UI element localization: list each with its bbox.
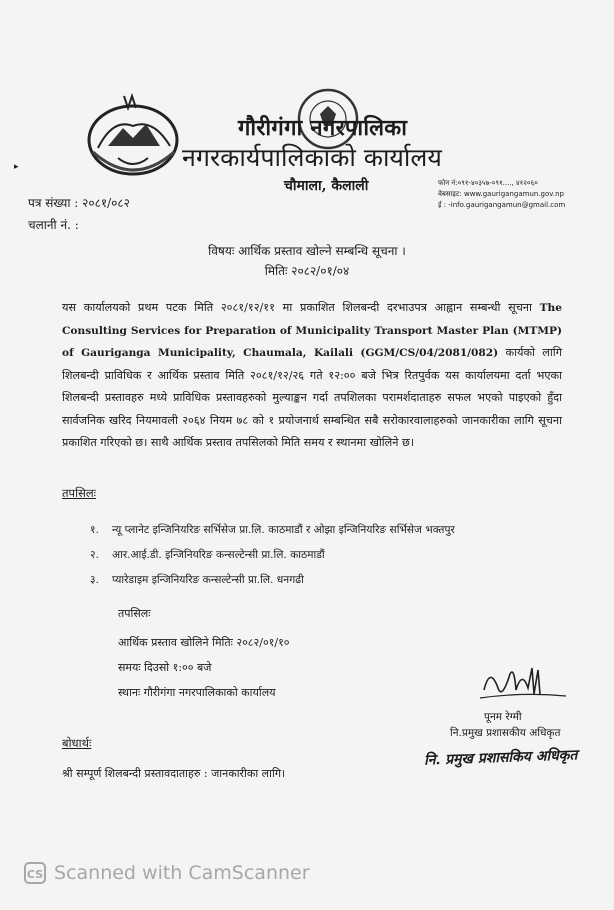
opening-place: स्थानः गौरीगंगा नगरपालिकाको कार्यालय: [118, 686, 276, 699]
bodhartha-heading: बोधार्थः: [62, 736, 92, 750]
signer-name: पूनम रेग्मी: [484, 711, 522, 723]
recipient-line: श्री सम्पूर्ण शिलबन्दी प्रस्तावदाताहरु : जानकारीका लागि।: [62, 767, 286, 780]
notice-date: मितिः २०८२/०१/०४: [264, 264, 350, 278]
body-part-1: यस कार्यालयको प्रथम पटक मिति २०८१/१२/११ मा प्रकाशित शिलबन्दी दरभाउपत्र आह्वान सम्बन्धी सूचना: [62, 301, 540, 314]
opening-time: समयः दिउसो १:०० बजे: [118, 661, 212, 674]
firm-list: [90, 518, 455, 593]
notice-body: [62, 297, 562, 455]
phone-number: फोन नं:०९१-४०३५७-०९१...., ४१२०६०: [438, 179, 538, 187]
list-item: १. न्यू प्लानेट इन्जिनियरिङ सर्भिसेज प्रा.लि. काठमाडौं र ओझा इन्जिनियरिङ सर्भिसेज भक्तपुर: [90, 524, 455, 536]
watermark-text: Scanned with CamScanner: [54, 862, 310, 884]
office-name: नगरकार्यपालिकाको कार्यालय: [182, 143, 442, 172]
email: ई : -info.gaurigangamun@gmail.com: [438, 201, 566, 209]
details-heading: तपसिलः: [118, 607, 151, 620]
tapsil-heading: तपसिलः: [62, 486, 96, 500]
dispatch-number: चलानी नं. :: [28, 218, 79, 232]
project-title: The Consulting Services for Preparation of Municipality Transport Master Plan (MTMP) of Gauriganga Municipality, Chaumala, Kailali (GGM/CS/04/2081/082): [62, 302, 562, 359]
municipality-name: गौरीगंगा नगरपालिका: [238, 115, 408, 141]
list-item: २. आर.आई.डी. इन्जिनियरिङ कन्सल्टेन्सी प्रा.लि. काठमाडौं: [90, 549, 325, 561]
opening-details: [118, 630, 290, 705]
margin-mark: ▸: [14, 162, 19, 172]
handwritten-title: नि. प्रमुख प्रशासकिय अधिकृत: [423, 747, 578, 769]
signer-title: नि.प्रमुख प्रशासकीय अधिकृत: [450, 727, 561, 739]
list-item: ३. प्यारेडाइम इन्जिनियरिङ कन्सल्टेन्सी प्रा.लि. धनगढी: [90, 574, 304, 586]
nepal-emblem-icon: [78, 88, 188, 184]
camscanner-logo-icon: CS: [24, 862, 46, 884]
notice-subject: विषयः आर्थिक प्रस्ताव खोल्ने सम्बन्धि सूचना ।: [208, 244, 406, 258]
opening-date: आर्थिक प्रस्ताव खोलिने मितिः २०८२/०१/१०: [118, 636, 290, 649]
signature-icon: [476, 660, 568, 708]
body-part-2: कार्यको लागि शिलबन्दी प्राविधिक र आर्थिक प्रस्ताव मिति २०८१/१२/२६ गते १२:०० बजे भित्र रितपुर्वक यस कार्यालयमा दर्ता भएका शिलबन्दी प्रस्तावहरु मध्ये प्राविधिक प्रस्तावहरुको मुल्याङ्कन गर्दा तपशिलका परामर्शदाताहरु सफल भएको पाइएको हुँदा सार्वजनिक खरिद नियमावली २०६४ नियम ७८ को १ प्रयोजनार्थ सम्बन्धित सबै सरोकारवालाहरुको जानकारीका लागि सूचना प्रकाशित गरिएको छ। साथै आर्थिक प्रस्ताव तपसिलको मिति समय र स्थानमा खोलिने छ।: [62, 346, 562, 449]
office-location: चौमाला, कैलाली: [284, 178, 369, 194]
contact-info: [438, 178, 565, 211]
letter-number: पत्र संख्या : २०८१/०८२: [28, 196, 130, 210]
website: वेबसाइट: www.gaurigangamun.gov.np: [438, 190, 564, 198]
camscanner-watermark: [24, 862, 310, 884]
